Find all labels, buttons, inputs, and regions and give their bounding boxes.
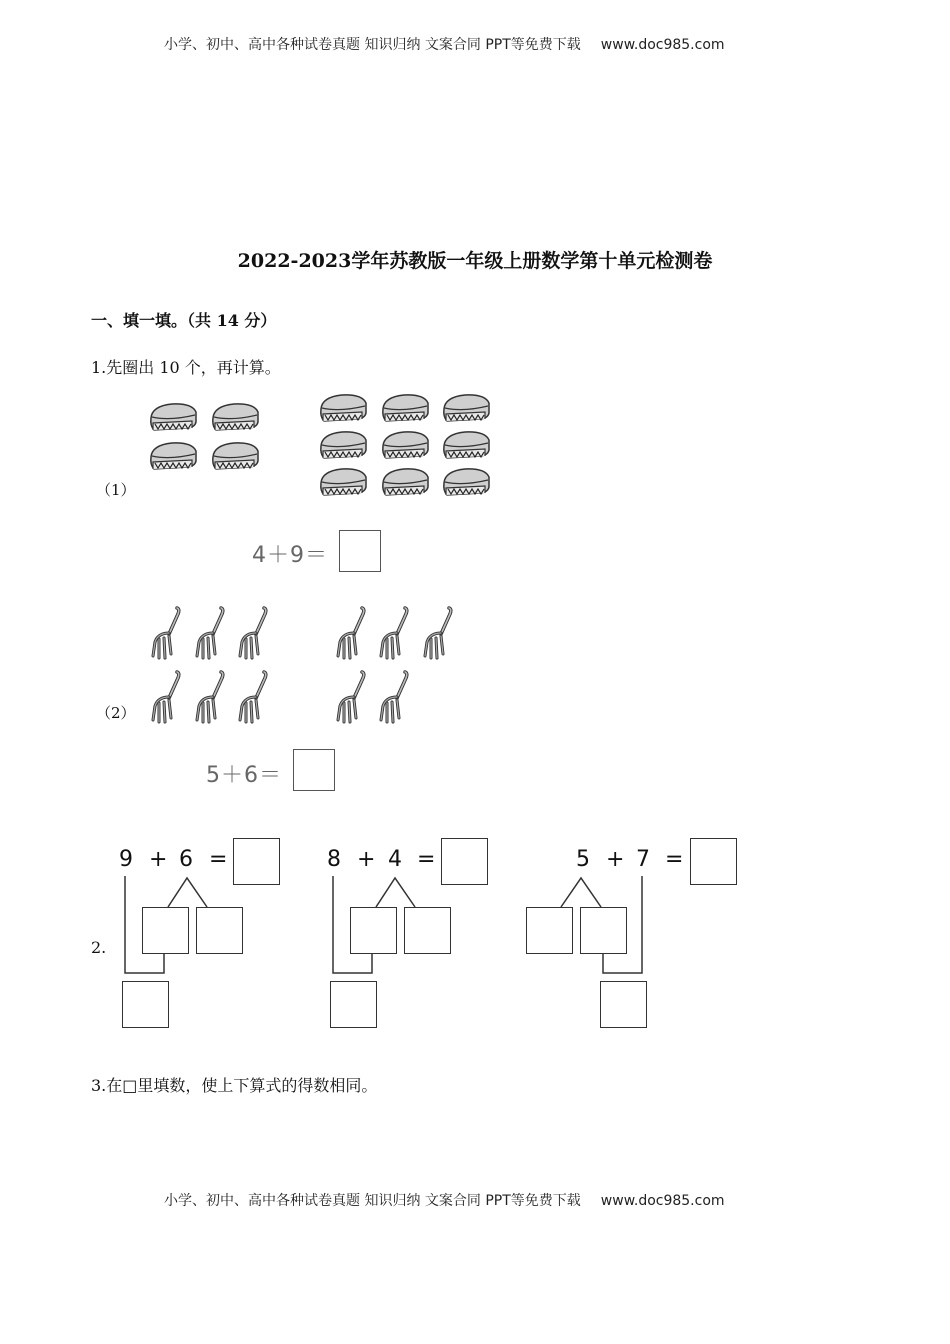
page-footer <box>164 1190 725 1210</box>
d3-split-box-left[interactable] <box>526 907 573 954</box>
d2-result-box[interactable] <box>441 838 488 885</box>
question-3-prompt: 3.在□里填数，使上下算式的得数相同。 <box>91 1076 378 1095</box>
d1-equals: = <box>209 847 228 872</box>
d1-plus: + <box>149 847 168 872</box>
d1-split-box-right[interactable] <box>196 907 243 954</box>
d3-ten-box[interactable] <box>600 981 647 1028</box>
d2-plus: + <box>357 847 376 872</box>
d2-a: 8 <box>327 847 341 872</box>
section-heading: 一、填一填。（共 14 分） <box>91 311 277 330</box>
page-title: 2022-2023学年苏教版一年级上册数学第十单元检测卷 <box>237 250 713 272</box>
d2-equals: = <box>417 847 436 872</box>
d1-split-box-left[interactable] <box>142 907 189 954</box>
question-1-prompt: 1.先圈出 10 个，再计算。 <box>91 358 281 377</box>
d1-result-box[interactable] <box>233 838 280 885</box>
header-url[interactable]: www.doc985.com <box>600 37 725 53</box>
d2-split-box-left[interactable] <box>350 907 397 954</box>
d3-plus: + <box>606 847 625 872</box>
question-2-label: 2. <box>91 938 107 957</box>
d3-split-box-right[interactable] <box>580 907 627 954</box>
d1-b: 6 <box>179 847 193 872</box>
d3-a: 5 <box>576 847 590 872</box>
part-1-label: （1） <box>96 481 136 499</box>
d1-ten-box[interactable] <box>122 981 169 1028</box>
d3-b: 7 <box>636 847 650 872</box>
d2-split-box-right[interactable] <box>404 907 451 954</box>
part-2-label: （2） <box>96 704 136 722</box>
header-text: 小学、初中、高中各种试卷真题 知识归纳 文案合同 PPT等免费下载 <box>164 37 581 53</box>
footer-text: 小学、初中、高中各种试卷真题 知识归纳 文案合同 PPT等免费下载 <box>164 1193 581 1209</box>
part-1-equation: 4＋9＝ <box>252 543 328 568</box>
d3-result-box[interactable] <box>690 838 737 885</box>
d1-a: 9 <box>119 847 133 872</box>
d3-equals: = <box>665 847 684 872</box>
d2-b: 4 <box>388 847 402 872</box>
part-2-equation: 5＋6＝ <box>206 763 282 788</box>
d2-ten-box[interactable] <box>330 981 377 1028</box>
footer-url[interactable]: www.doc985.com <box>600 1193 725 1209</box>
